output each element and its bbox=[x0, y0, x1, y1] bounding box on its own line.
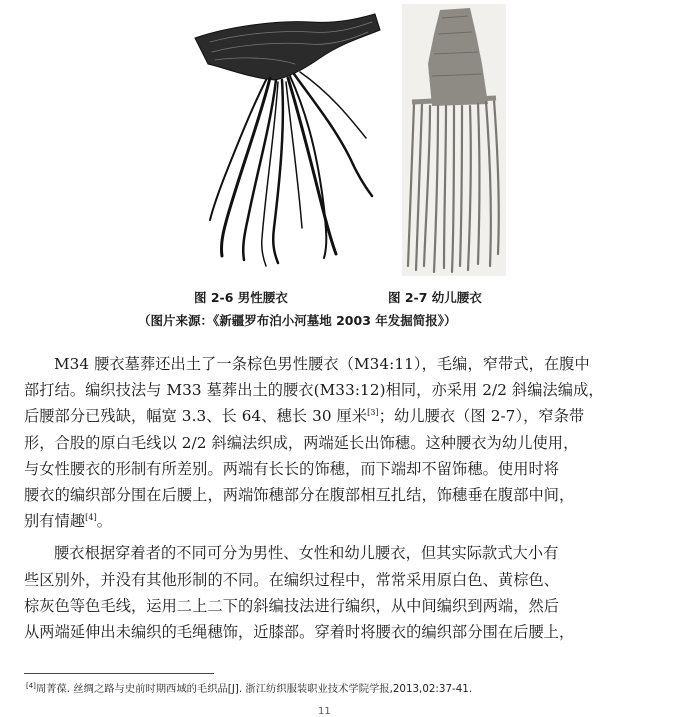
male-loincloth-image bbox=[190, 8, 390, 270]
page-number: 11 bbox=[318, 706, 331, 717]
infant-loincloth-image bbox=[402, 4, 506, 276]
figure-2-7-caption: 图 2-7 幼儿腰衣 bbox=[388, 290, 482, 305]
footnote-marker: [4] bbox=[26, 682, 36, 690]
text-line: 从两端延伸出未编织的毛绳穗饰，近膝部。穿着时将腰衣的编织部分围在后腰上， bbox=[24, 623, 575, 642]
text-line: 棕灰色等色毛线，运用二上二下的斜编技法进行编织，从中间编织到两端，然后 bbox=[24, 596, 560, 615]
figure-area bbox=[0, 0, 680, 280]
text-line: 部打结。编织技法与 M33 墓葬出土的腰衣(M33:12)相同，亦采用 2/2 斜编法编成， bbox=[24, 381, 604, 400]
figure-source-text: （图片来源：《新疆罗布泊小河墓地 2003 年发掘简报》） bbox=[138, 313, 457, 328]
text-line: 腰衣的编织部分围在后腰上，两端饰穗部分在腹部相互扎结，饰穗垂在腹部中间， bbox=[24, 486, 575, 505]
text-span: 别有情趣 bbox=[24, 512, 86, 531]
text-span: 。 bbox=[96, 512, 113, 531]
text-line: 腰衣根据穿着者的不同可分为男性、女性和幼儿腰衣，但其实际款式大小有 bbox=[54, 544, 559, 563]
paragraph-1 bbox=[24, 351, 658, 534]
footnote bbox=[26, 680, 472, 695]
footnote-text: 周菁葆. 丝绸之路与史前时期西域的毛织品[J]. 浙江纺织服装职业技术学院学报,2013,02:37-41. bbox=[35, 683, 473, 695]
paragraph-2 bbox=[24, 540, 658, 645]
text-line bbox=[24, 403, 658, 429]
text-line: 与女性腰衣的形制有所差别。两端有长长的饰穗，而下端却不留饰穗。使用时将 bbox=[24, 459, 560, 478]
figure-2-6-caption: 图 2-6 男性腰衣 bbox=[194, 290, 288, 305]
text-line: M34 腰衣墓葬还出土了一条棕色男性腰衣（M34:11），毛编，窄带式，在腹中 bbox=[54, 355, 590, 373]
footnote-divider bbox=[24, 673, 214, 674]
body-text bbox=[24, 351, 658, 645]
citation-ref-3[interactable]: [3] bbox=[367, 408, 379, 418]
text-span: ；幼儿腰衣（图 2-7），窄条带 bbox=[378, 407, 585, 426]
text-span: 后腰部分已残缺，幅宽 3.3、长 64、穗长 30 厘米 bbox=[24, 407, 368, 426]
figure-captions bbox=[0, 288, 680, 310]
text-line: 形，合股的原白毛线以 2/2 斜编法织成，两端延长出饰穗。这种腰衣为幼儿使用， bbox=[24, 433, 579, 452]
citation-ref-4[interactable]: [4] bbox=[85, 513, 97, 523]
text-line: 些区别外，并没有其他形制的不同。在编织过程中，常常采用原白色、黄棕色、 bbox=[24, 570, 560, 589]
text-line bbox=[24, 508, 658, 534]
